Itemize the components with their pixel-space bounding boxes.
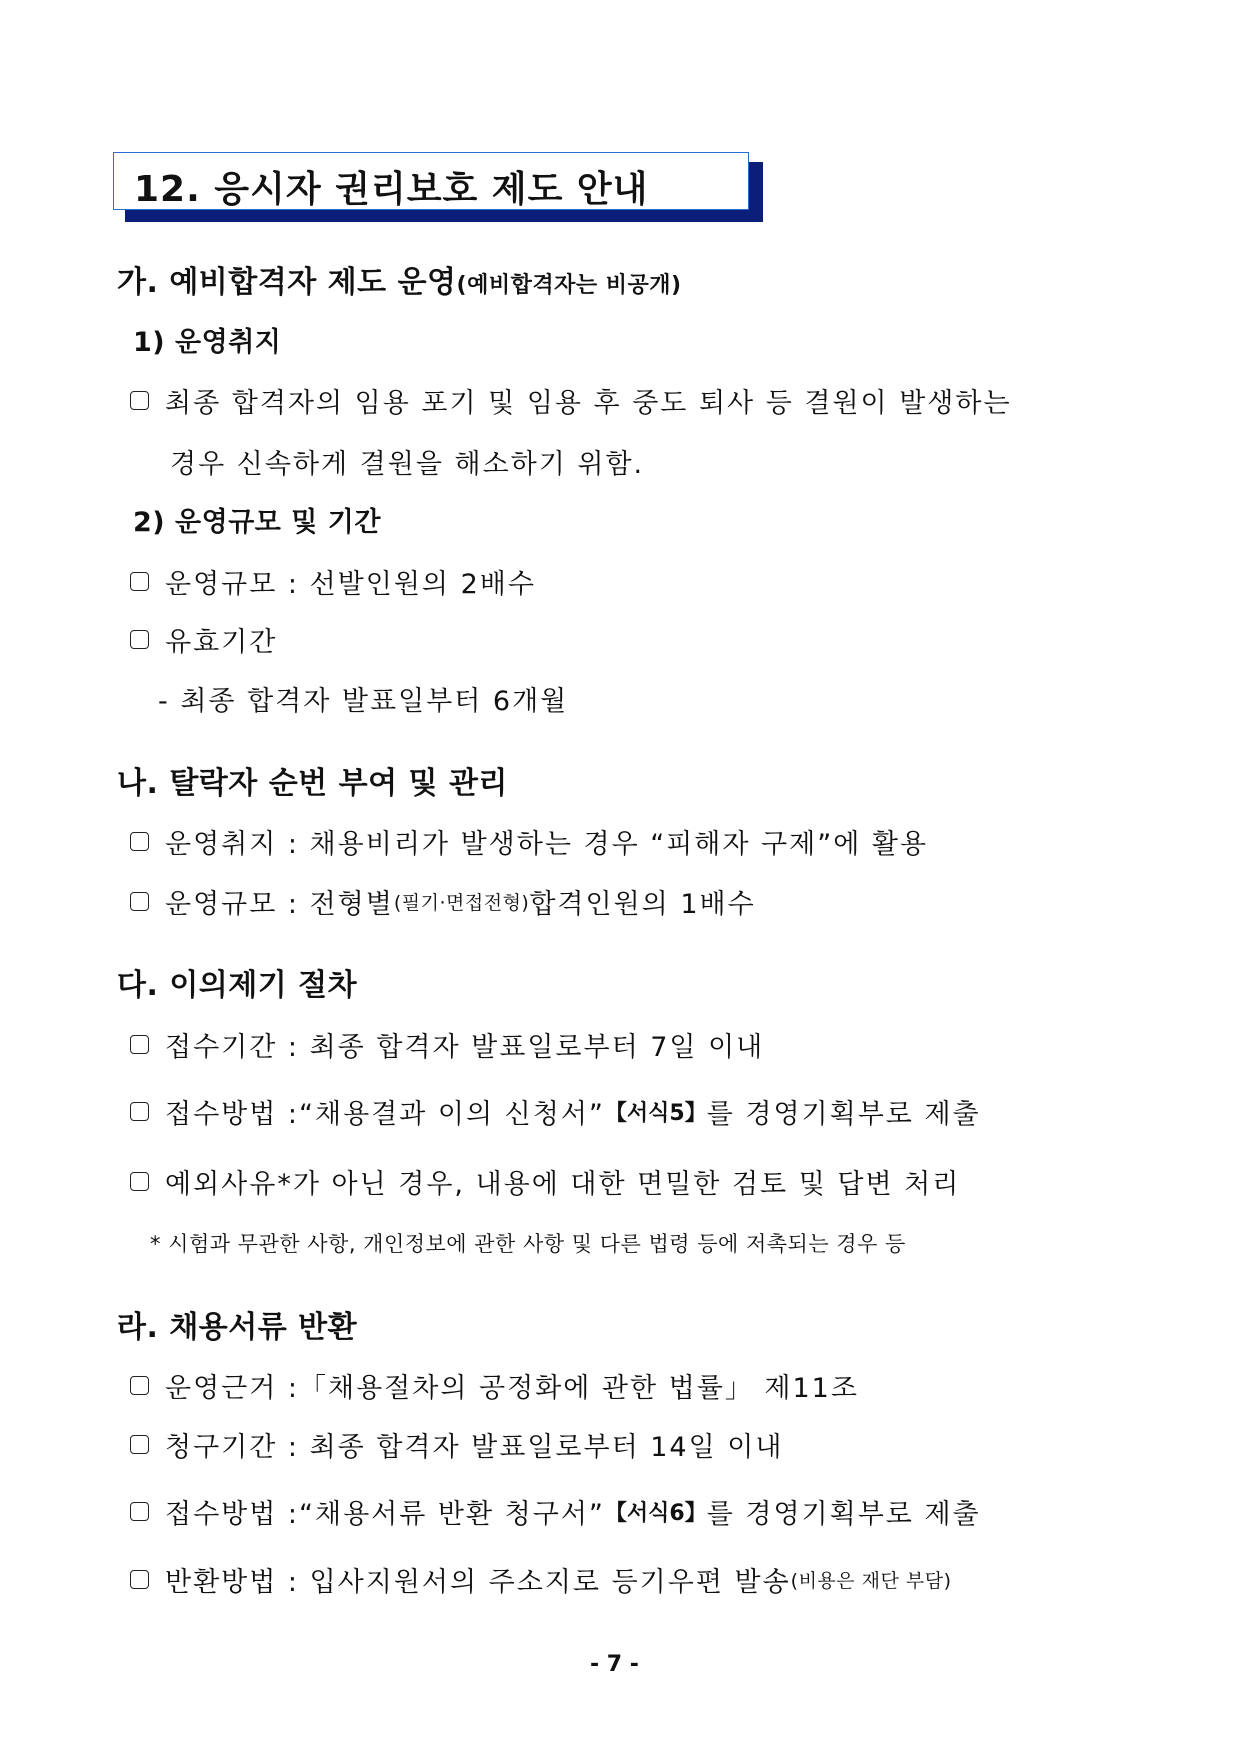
heading-ga-sub: (예비합격자는 비공개)	[456, 273, 682, 298]
da-item-1-text: 접수기간 : 최종 합격자 발표일로부터 7일 이내	[165, 1032, 765, 1063]
ra-item-4	[130, 1560, 952, 1599]
checkbox-icon	[130, 1035, 149, 1054]
checkbox-icon	[130, 391, 149, 410]
na-item-2-small: (필기·면접전형)	[393, 892, 530, 914]
na-item-2-text: 운영규모 : 전형별	[165, 889, 394, 920]
ga-item-1-continuation: 경우 신속하게 결원을 해소하기 위함.	[170, 449, 645, 480]
heading-ga	[117, 257, 682, 301]
na-item-1-text: 운영취지 : 채용비리가 발생하는 경우 “피해자 구제”에 활용	[165, 829, 929, 860]
ga-item-1-text: 최종 합격자의 임용 포기 및 임용 후 중도 퇴사 등 결원이 발생하는	[165, 388, 1012, 419]
section-title: 12. 응시자 권리보호 제도 안내	[134, 169, 649, 210]
heading-da: 다. 이의제기 절차	[117, 968, 358, 1003]
ra-item-4-small: (비용은 재단 부담)	[790, 1570, 952, 1592]
ra-item-3-rest: 를 경영기획부로 제출	[706, 1499, 981, 1530]
subheading-1: 1) 운영취지	[133, 327, 282, 358]
checkbox-icon	[130, 572, 149, 591]
ra-item-1	[130, 1366, 859, 1405]
checkbox-icon	[130, 892, 149, 911]
form-reference-5: 【서식5】	[604, 1101, 707, 1126]
page-number: - 7 -	[590, 1652, 639, 1677]
checkbox-icon	[130, 832, 149, 851]
na-item-2-rest: 합격인원의 1배수	[529, 889, 756, 920]
ga-item-2	[130, 562, 536, 601]
ra-item-2-text: 청구기간 : 최종 합격자 발표일로부터 14일 이내	[165, 1432, 784, 1463]
da-item-2-rest: 를 경영기획부로 제출	[706, 1099, 981, 1130]
checkbox-icon	[130, 630, 149, 649]
da-footnote: * 시험과 무관한 사항, 개인정보에 관한 사항 및 다른 법령 등에 저촉되는 경우 등	[150, 1232, 906, 1256]
checkbox-icon	[130, 1570, 149, 1589]
checkbox-icon	[130, 1502, 149, 1521]
da-item-3-text: 예외사유*가 아닌 경우, 내용에 대한 면밀한 검토 및 답변 처리	[165, 1169, 961, 1200]
ra-item-3	[130, 1492, 981, 1531]
section-title-box	[113, 152, 763, 222]
da-item-2	[130, 1092, 981, 1131]
ga-item-1	[130, 381, 1012, 420]
heading-ra: 라. 채용서류 반환	[117, 1310, 358, 1345]
na-item-1	[130, 822, 928, 861]
subheading-2: 2) 운영규모 및 기간	[133, 507, 381, 538]
checkbox-icon	[130, 1376, 149, 1395]
heading-na: 나. 탈락자 순번 부여 및 관리	[117, 766, 508, 801]
ga-item-3	[130, 620, 277, 659]
ra-item-1-text: 운영근거 :「채용절차의 공정화에 관한 법률」 제11조	[165, 1373, 859, 1404]
ga-item-3-text: 유효기간	[165, 627, 278, 658]
ra-item-4-text: 반환방법 : 입사지원서의 주소지로 등기우편 발송	[165, 1567, 791, 1598]
ra-item-3-text: 접수방법 :“채용서류 반환 청구서”	[165, 1499, 605, 1530]
na-item-2	[130, 882, 756, 921]
da-item-3	[130, 1162, 960, 1201]
checkbox-icon	[130, 1172, 149, 1191]
heading-ga-text: 가. 예비합격자 제도 운영	[117, 265, 457, 300]
ga-item-2-text: 운영규모 : 선발인원의 2배수	[165, 569, 536, 600]
da-item-2-text: 접수방법 :“채용결과 이의 신청서”	[165, 1099, 605, 1130]
checkbox-icon	[130, 1102, 149, 1121]
da-item-1	[130, 1025, 764, 1064]
ra-item-2	[130, 1425, 783, 1464]
title-frame	[113, 152, 749, 210]
checkbox-icon	[130, 1435, 149, 1454]
form-reference-6: 【서식6】	[604, 1501, 707, 1526]
ga-dash-item: - 최종 합격자 발표일부터 6개월	[158, 686, 569, 717]
